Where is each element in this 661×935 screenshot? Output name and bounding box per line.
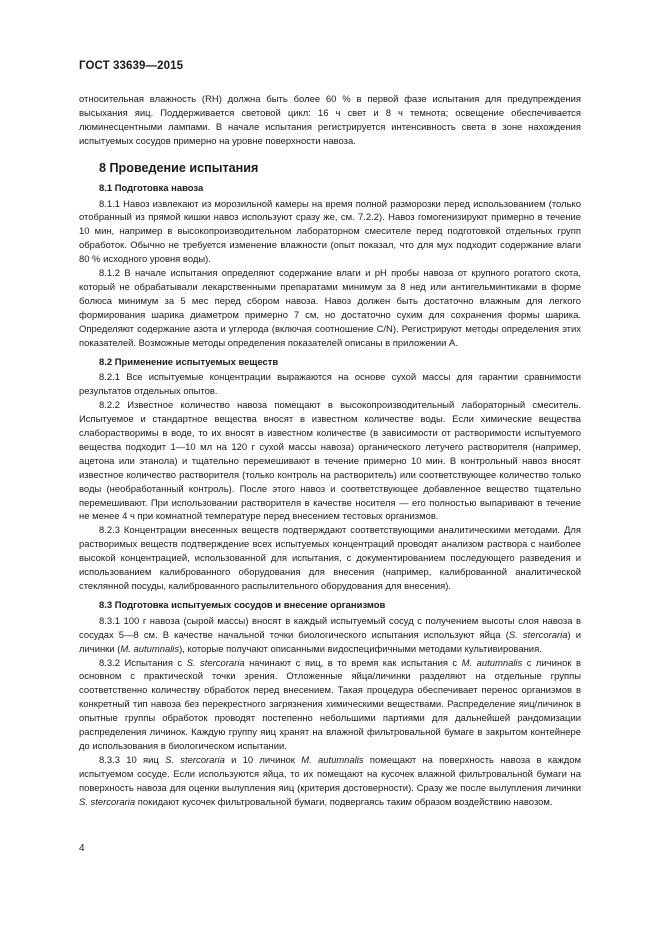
- species-name: M. autumnalis: [301, 754, 364, 766]
- paragraph-8-3-1-text-b: ) и личинки (: [79, 629, 581, 655]
- paragraph-8-1-1: 8.1.1 Навоз извлекают из морозильной камеры на время полной разморозки перед использованием (только отобранный из прямой кишки навоз используют сразу же, см. 7.2.2). Навоз гомогенизируют примерно в течение 10 мин, например в высокопроизводительном лабораторном смесителе перед подготовкой отдельных групп обработок. Обычно не требуется изменение влажности (опыт показал, что для мух подходит содержание влаги 80 % исходного уровня воды).: [79, 198, 581, 266]
- page-number: 4: [79, 843, 85, 854]
- intro-paragraph: относительная влажность (RH) должна быть более 60 % в первой фазе испытания для предупреждения высыхания яиц. Поддерживается световой цикл: 16 ч свет и 8 ч темнота; освещение обеспечивается люминесцентными лампами. В начале испытания регистрируется интенсивность света в зоне нахождения испытуемых сосудов примерно на уровне поверхности навоза.: [79, 94, 581, 147]
- document-body: [79, 93, 581, 810]
- paragraph-8-3-3-text-b: и 10 личинок: [224, 754, 302, 766]
- paragraph-8-3-3-text-d: покидают кусочек фильтровальной бумаги, подвергаясь таким образом воздействию навозом.: [135, 796, 553, 808]
- section-8-2-title: 8.2 Применение испытуемых веществ: [99, 356, 279, 368]
- section-8-3-title: 8.3 Подготовка испытуемых сосудов и внесение организмов: [99, 599, 386, 611]
- paragraph-8-3-2: [79, 657, 581, 754]
- paragraph-8-3-2-text-b: начинают с яиц, в то время как испытания с: [244, 657, 462, 669]
- species-name: S. stercoraria: [186, 657, 245, 669]
- paragraph-8-3-1: [79, 615, 581, 657]
- paragraph-8-3-3-text-c: помещают на поверхность навоза в каждом испытуемом сосуде. Если используются яйца, то их помещают на кусочек влажной фильтровальной бумаги на поверхность навоза для оценки вылупления яиц (критерия достоверности). Сразу же после вылупления личинки: [79, 754, 581, 794]
- paragraph-8-1-2: 8.1.2 В начале испытания определяют содержание влаги и pH пробы навоза от крупного рогатого скота, который не обрабатывали лекарственными препаратами минимум за 8 нед или антигельминтиками в форме болюса минимум за 5 мес перед сбором навоза. Навоз должен быть достаточно влажным для легкого формирования шарика диаметром примерно 7 см, но достаточно сухим для сохранения формы шарика. Определяют содержание азота и углерода (включая соотношение C/N). Регистрируют методы определения этих показателей. Возможные методы определения показателей описаны в приложении А.: [79, 268, 581, 349]
- species-name: S. stercoraria: [79, 796, 136, 808]
- paragraph-8-3-3-text-a: 8.3.3 10 яиц: [99, 754, 166, 766]
- paragraph-8-3-2-text-c: с личинок в основном с практической точки зрения. Отложенные яйца/личинки разделяют на отдельные группы соответственно количеству обработок перед внесением. Такая процедура обеспечивает перенос организмов в конкретный тип навоза без перекрестного загрязнения химическими веществами. Распределение яиц/личинок в опытные группы обработок проводят постепенно небольшими партиями для дальнейшей рандомизации распределения личинок. Каждую группу яиц хранят на влажной фильтровальной бумаге в закрытом контейнере до использования в биологическом испытании.: [79, 657, 581, 752]
- paragraph-8-3-2-text-a: 8.3.2 Испытания с: [99, 657, 187, 669]
- paragraph-8-2-3: 8.2.3 Концентрации внесенных веществ подтверждают соответствующими аналитическими методами. Для растворимых веществ подтверждение всех испытуемых концентраций проводят анализом раствора с наиболее высокой концентрацией, использованной для испытания, с документированием последующего разведения и использованием калиброванного оборудования для внесения (например, калиброванной аналитической стеклянной посуды, калиброванного распылительного оборудования для внесения).: [79, 525, 581, 592]
- section-8-title: 8 Проведение испытания: [99, 160, 259, 175]
- section-8-1-title: 8.1 Подготовка навоза: [99, 182, 204, 194]
- species-name: M. autumnalis: [461, 657, 523, 669]
- paragraph-8-2-2: 8.2.2 Известное количество навоза помещают в высокопроизводительный лабораторный смеситель. Испытуемое и стандартное вещества вносят в известном количестве воды. Если химические вещества слаборастворимы в воде, то их вносят в известном количестве (в зависимости от растворимости испытуемого вещества подходит 1—10 мл на 120 г сухой массы навоза) органического летучего растворителя (например, ацетона или этанола) и тщательно перемешивают в течение примерно 10 мин. В контрольный навоз вносят известное количество растворителя (только контроль на растворитель) или соответствующее количество только воды (необработанный контроль). После этого навоз и соответствующее добавленное вещество тщательно перемешивают. При использовании растворителя в качестве носителя — его полностью выпаривают в течение не менее 4 ч при комнатной температуре перед внесением тестовых организмов.: [79, 400, 581, 523]
- standard-header: ГОСТ 33639—2015: [79, 60, 184, 72]
- species-name: S. stercoraria: [165, 754, 225, 766]
- paragraph-8-2-1: 8.2.1 Все испытуемые концентрации выражаются на основе сухой массы для гарантии сравнимости результатов отдельных опытов.: [79, 372, 581, 398]
- paragraph-8-3-1-text-a: 8.3.1 100 г навоза (сырой массы) вносят в каждый испытуемый сосуд с получением высоты слоя навоза в сосудах 5—8 см. В качестве начальной точки биологического испытания используют яйца (: [79, 615, 581, 641]
- species-name: M. autumnalis: [120, 643, 180, 655]
- paragraph-8-3-1-text-c: ), которые получают описанными видоспецифичными методами культивирования.: [179, 643, 542, 655]
- species-name: S. stercoraria: [508, 629, 568, 641]
- paragraph-8-3-3: [79, 754, 581, 810]
